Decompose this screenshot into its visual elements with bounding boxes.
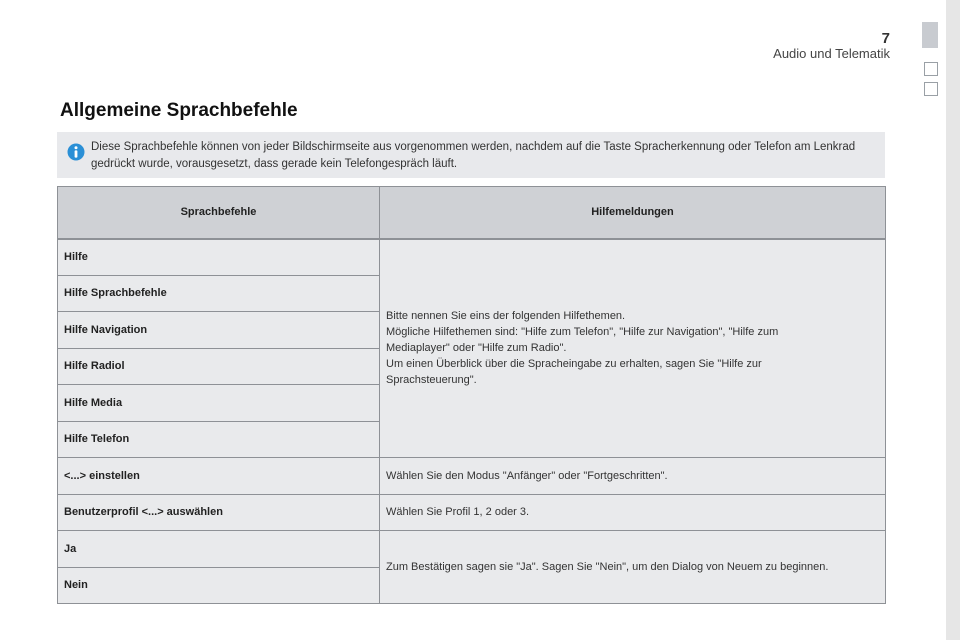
message-line: Bitte nennen Sie eins der folgenden Hilfethemen. xyxy=(386,310,626,323)
command-cell: Hilfe Radiol xyxy=(58,348,380,385)
command-cell: Ja xyxy=(58,531,380,568)
command-cell: Nein xyxy=(58,567,380,604)
command-cell: Benutzerprofil <...> auswählen xyxy=(58,494,380,531)
table-row xyxy=(58,458,886,495)
column-header-commands: Sprachbefehle xyxy=(58,187,380,239)
message-line: Sprachsteuerung". xyxy=(386,374,477,387)
chapter-tab[interactable] xyxy=(924,62,938,76)
command-cell: Hilfe Media xyxy=(58,385,380,422)
table-row xyxy=(58,531,886,568)
side-strip xyxy=(946,0,960,640)
message-cell: Wählen Sie Profil 1, 2 oder 3. xyxy=(380,494,886,531)
confirm-message-cell: Zum Bestätigen sagen sie "Ja". Sagen Sie "Nein", um den Dialog von Neuem zu beginnen. xyxy=(380,531,886,604)
section-title: Audio und Telematik xyxy=(773,46,890,61)
command-cell: Hilfe Sprachbefehle xyxy=(58,275,380,312)
chapter-tab[interactable] xyxy=(924,82,938,96)
column-header-messages: Hilfemeldungen xyxy=(380,187,886,239)
command-cell: Hilfe xyxy=(58,239,380,276)
message-line: Um einen Überblick über die Spracheingabe zu erhalten, sagen Sie "Hilfe zur xyxy=(386,358,762,371)
command-cell: Hilfe Navigation xyxy=(58,312,380,349)
info-box xyxy=(57,132,885,178)
info-text: Diese Sprachbefehle können von jeder Bildschirmseite aus vorgenommen werden, nachdem auf die Taste Spracherkennung oder Telefon am Lenkrad gedrückt wurde, vorausgesetzt, dass gerade kein Telefongespräch läuft. xyxy=(91,141,856,170)
command-cell: Hilfe Telefon xyxy=(58,421,380,458)
chapter-tab-active[interactable] xyxy=(922,22,938,48)
message-line: Mögliche Hilfethemen sind: "Hilfe zum Telefon", "Hilfe zur Navigation", "Hilfe zum xyxy=(386,326,779,339)
info-icon xyxy=(67,143,85,161)
message-line: Mediaplayer" oder "Hilfe zum Radio". xyxy=(386,342,567,355)
voice-commands-table xyxy=(57,186,885,604)
message-cell: Wählen Sie den Modus "Anfänger" oder "Fortgeschritten". xyxy=(380,458,886,495)
table-row xyxy=(58,494,886,531)
table-header-row xyxy=(58,187,886,239)
page-title: Allgemeine Sprachbefehle xyxy=(60,100,298,121)
command-cell: <...> einstellen xyxy=(58,458,380,495)
help-message-cell xyxy=(380,239,886,458)
table-row xyxy=(58,239,886,276)
page-number: 7 xyxy=(881,30,890,47)
